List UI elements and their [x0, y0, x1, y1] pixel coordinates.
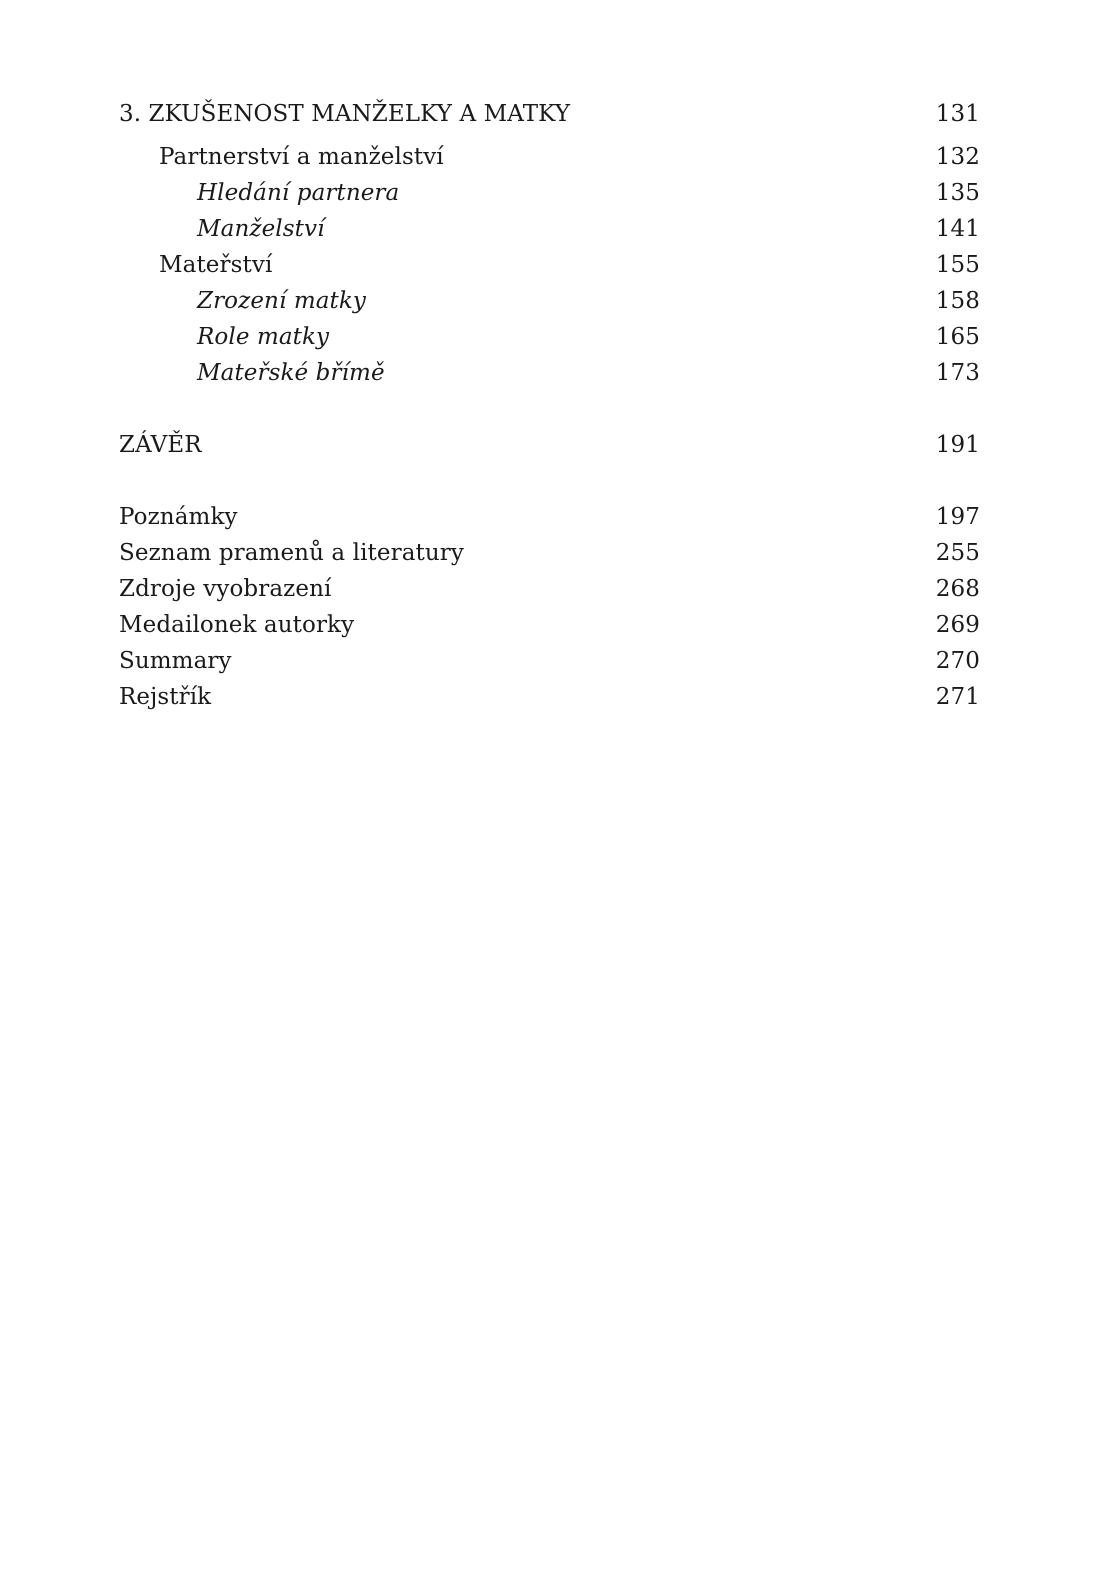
toc-entry-label: 3. ZKUŠENOST MANŽELKY A MATKY	[119, 101, 571, 127]
toc-entry-label: Summary	[119, 648, 232, 674]
toc-entry-hledani-partnera[interactable]	[119, 175, 980, 211]
toc-entry-label: Rejstřík	[119, 684, 212, 710]
toc-entry-page: 131	[935, 101, 980, 127]
toc-entry-seznam-pramenu[interactable]	[119, 535, 980, 571]
toc-entry-medailonek-autorky[interactable]	[119, 607, 980, 643]
toc-entry-page: 158	[935, 288, 980, 314]
toc-entry-page: 269	[935, 612, 980, 638]
toc-entry-page: 197	[935, 504, 980, 530]
toc-entry-chapter-3[interactable]	[119, 96, 980, 132]
toc-entry-page: 132	[935, 144, 980, 170]
table-of-contents	[119, 96, 980, 715]
toc-entry-label: Zrození matky	[197, 288, 367, 314]
toc-entry-page: 135	[935, 180, 980, 206]
toc-entry-manzelstvi[interactable]	[119, 211, 980, 247]
toc-entry-page: 173	[935, 360, 980, 386]
toc-entry-page: 255	[935, 540, 980, 566]
toc-entry-label: Poznámky	[119, 504, 238, 530]
toc-entry-page: 155	[935, 252, 980, 278]
toc-entry-poznamky[interactable]	[119, 499, 980, 535]
toc-entry-zrozeni-matky[interactable]	[119, 283, 980, 319]
toc-entry-page: 141	[935, 216, 980, 242]
toc-entry-partnerstvi[interactable]	[119, 139, 980, 175]
toc-entry-page: 271	[935, 684, 980, 710]
toc-entry-materske-brime[interactable]	[119, 355, 980, 391]
toc-entry-label: Hledání partnera	[197, 180, 400, 206]
toc-entry-zaver[interactable]	[119, 427, 980, 463]
toc-entry-zdroje-vyobrazeni[interactable]	[119, 571, 980, 607]
toc-entry-page: 165	[935, 324, 980, 350]
toc-entry-page: 191	[935, 432, 980, 458]
toc-entry-label: Seznam pramenů a literatury	[119, 540, 464, 566]
toc-entry-label: Zdroje vyobrazení	[119, 576, 332, 602]
toc-entry-label: Mateřství	[159, 252, 273, 278]
toc-entry-summary[interactable]	[119, 643, 980, 679]
toc-entry-materstvi[interactable]	[119, 247, 980, 283]
toc-entry-label: ZÁVĚR	[119, 432, 202, 458]
toc-entry-label: Medailonek autorky	[119, 612, 355, 638]
toc-entry-rejstrik[interactable]	[119, 679, 980, 715]
toc-entry-page: 268	[935, 576, 980, 602]
toc-entry-label: Manželství	[197, 216, 325, 242]
toc-entry-label: Partnerství a manželství	[159, 144, 444, 170]
toc-entry-label: Mateřské břímě	[197, 360, 385, 386]
toc-entry-label: Role matky	[197, 324, 330, 350]
toc-entry-page: 270	[935, 648, 980, 674]
toc-entry-role-matky[interactable]	[119, 319, 980, 355]
